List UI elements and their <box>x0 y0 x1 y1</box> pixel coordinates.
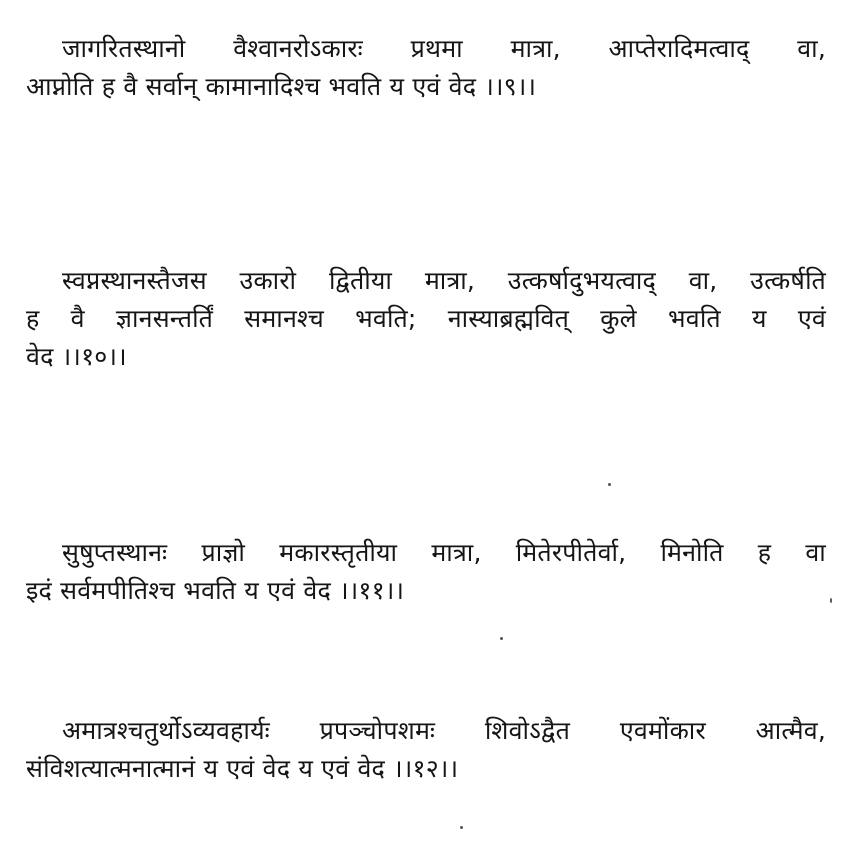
scan-speck <box>830 598 832 603</box>
verse-line: वेद ।।१०।। <box>26 342 127 371</box>
verse-10-paragraph <box>26 262 826 376</box>
verse-line: स्वप्नस्थानस्तैजस उकारो द्वितीया मात्रा, उत्कर्षादुभयत्वाद् वा, उत्कर्षति <box>62 266 826 295</box>
verse-line: इदं सर्वमपीतिश्च भवति य एवं वेद ।।११।। <box>26 576 405 605</box>
verse-12-paragraph <box>26 712 826 788</box>
scan-speck <box>460 826 463 829</box>
scan-speck <box>608 483 611 486</box>
verse-line: जागरितस्थानो वैश्वानरोऽकारः प्रथमा मात्रा, आप्तेरादिमत्वाद् वा, <box>62 34 826 63</box>
verse-11-paragraph <box>26 534 826 610</box>
verse-line: आप्नोति ह वै सर्वान् कामानादिश्च भवति य एवं वेद ।।९।। <box>26 72 537 101</box>
verse-line: ह वै ज्ञानसन्तर्तिं समानश्च भवति; नास्याब्रह्मवित् कुले भवति य एवं <box>26 304 826 333</box>
scan-speck <box>500 637 503 640</box>
verse-line: सुषुप्तस्थानः प्राज्ञो मकारस्तृतीया मात्रा, मितेरपीतेर्वा, मिनोति ह वा <box>62 538 826 567</box>
verse-line: संविशत्यात्मनात्मानं य एवं वेद य एवं वेद ।।१२।। <box>26 754 459 783</box>
verse-9-paragraph <box>26 30 826 106</box>
verse-line: अमात्रश्चतुर्थोऽव्यवहार्यः प्रपञ्चोपशमः शिवोऽद्वैत एवमोंकार आत्मैव, <box>62 716 826 745</box>
